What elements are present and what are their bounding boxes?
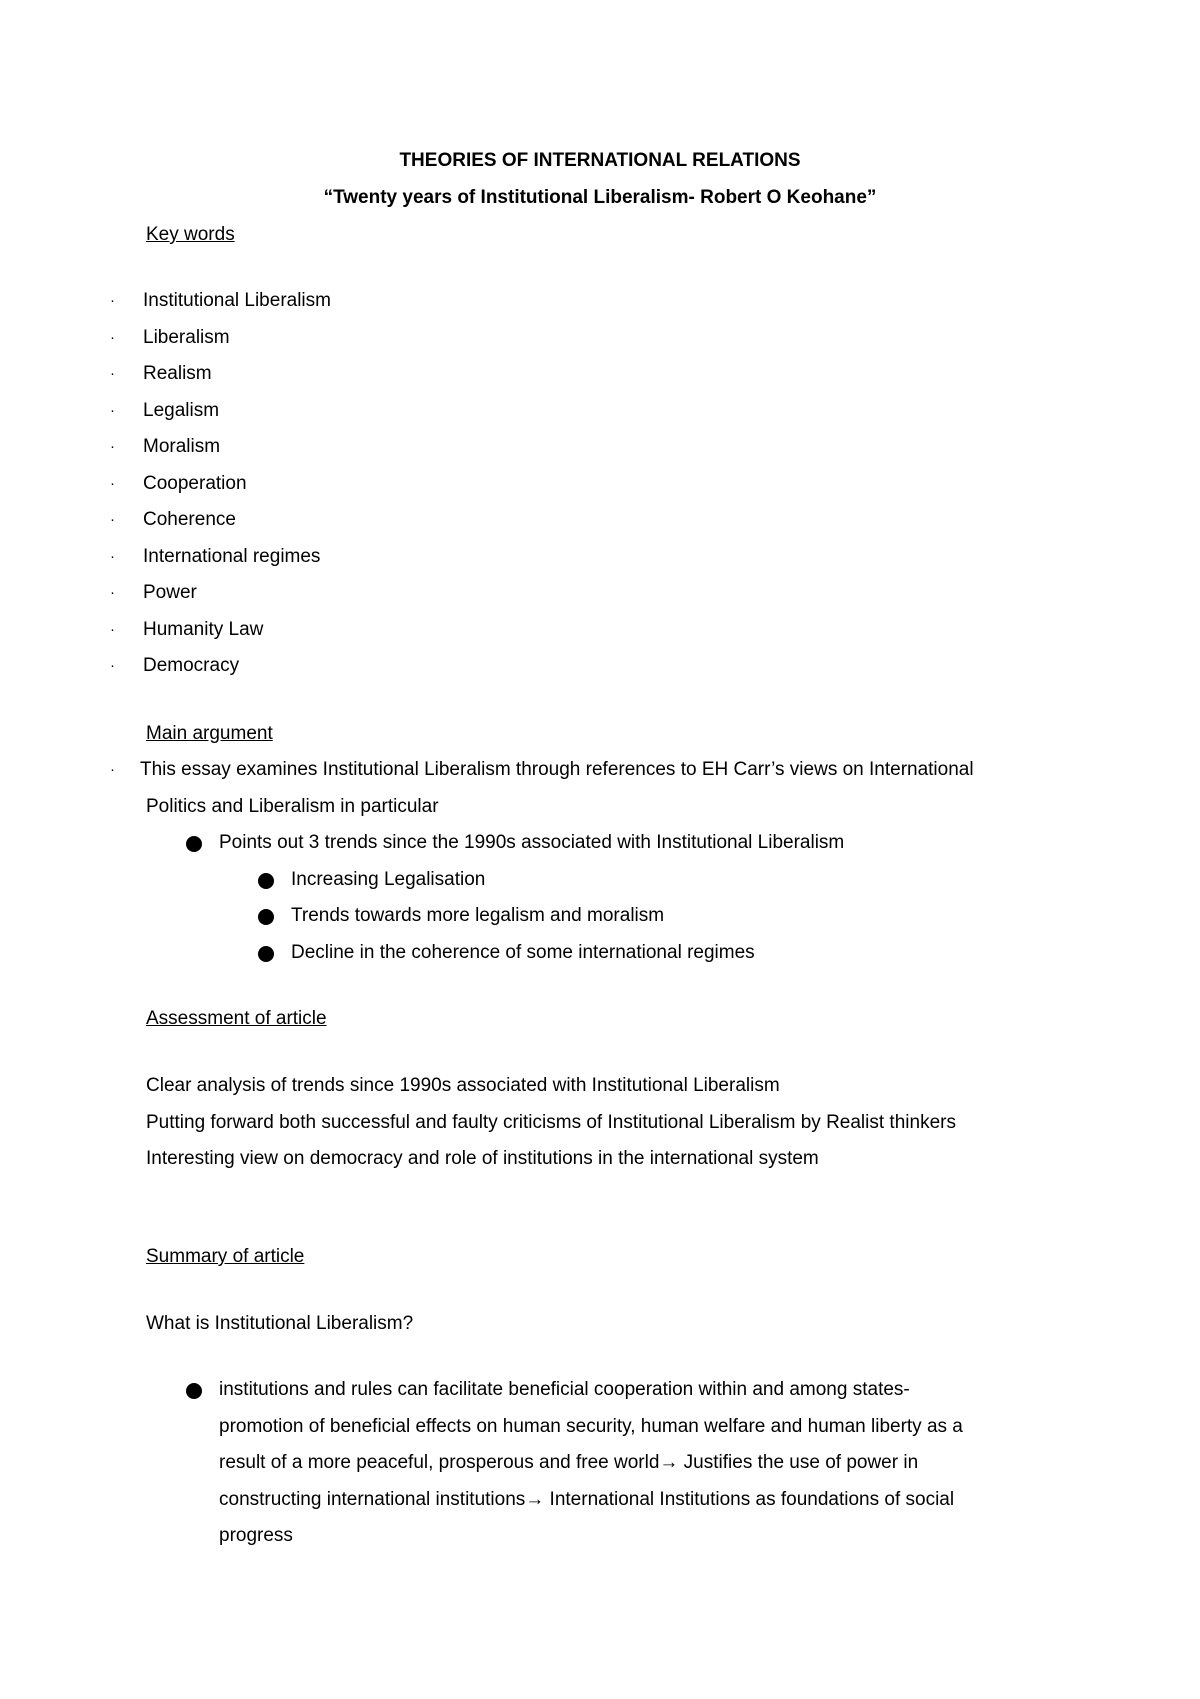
assessment-heading: Assessment of article (146, 1008, 327, 1029)
bullet-disc-icon (258, 909, 274, 925)
summary-heading: Summary of article (146, 1246, 305, 1267)
bullet-icon: · (110, 329, 115, 346)
keyword-label: Legalism (143, 400, 220, 421)
bullet-disc-icon (186, 1383, 202, 1399)
bullet-icon: · (110, 548, 115, 565)
keyword-label: Moralism (143, 436, 221, 457)
main-argument-point: Points out 3 trends since the 1990s associated with Institutional Liberalism (219, 832, 845, 853)
assessment-line: Putting forward both successful and faulty criticisms of Institutional Liberalism by Realist thinkers (146, 1112, 956, 1133)
bullet-icon: · (110, 621, 115, 638)
summary-line: progress (219, 1525, 293, 1546)
keyword-label: Power (143, 582, 197, 603)
bullet-icon: · (110, 292, 115, 309)
keyword-label: Cooperation (143, 473, 247, 494)
summary-line: institutions and rules can facilitate beneficial cooperation within and among states- (219, 1379, 910, 1400)
keyword-label: Liberalism (143, 327, 230, 348)
main-argument-line: Politics and Liberalism in particular (146, 796, 439, 817)
bullet-icon: · (110, 584, 115, 601)
bullet-icon: · (110, 511, 115, 528)
document-subtitle: “Twenty years of Institutional Liberalism- Robert O Keohane” (323, 187, 877, 208)
bullet-icon: · (110, 438, 115, 455)
keyword-label: Humanity Law (143, 619, 264, 640)
bullet-icon: · (110, 475, 115, 492)
keyword-label: Realism (143, 363, 212, 384)
bullet-disc-icon (258, 873, 274, 889)
trend-label: Increasing Legalisation (291, 869, 486, 890)
summary-question: What is Institutional Liberalism? (146, 1313, 414, 1334)
bullet-disc-icon (258, 946, 274, 962)
summary-line: result of a more peaceful, prosperous and free world→ Justifies the use of power in (219, 1452, 919, 1473)
bullet-icon: · (110, 657, 115, 674)
summary-line: constructing international institutions→ International Institutions as foundations of social (219, 1489, 955, 1510)
bullet-icon: · (110, 365, 115, 382)
trend-label: Decline in the coherence of some international regimes (291, 942, 755, 963)
keyword-label: International regimes (143, 546, 321, 567)
main-argument-heading: Main argument (146, 723, 273, 744)
summary-line: promotion of beneficial effects on human security, human welfare and human liberty as a (219, 1416, 963, 1437)
keyword-label: Coherence (143, 509, 236, 530)
bullet-disc-icon (186, 836, 202, 852)
assessment-line: Interesting view on democracy and role of institutions in the international system (146, 1148, 819, 1169)
main-argument-line: This essay examines Institutional Liberalism through references to EH Carr’s views on International (140, 759, 974, 780)
keyword-label: Democracy (143, 655, 240, 676)
keyword-label: Institutional Liberalism (143, 290, 331, 311)
trend-label: Trends towards more legalism and moralism (291, 905, 665, 926)
document-title: THEORIES OF INTERNATIONAL RELATIONS (399, 150, 801, 171)
bullet-icon: · (110, 402, 115, 419)
assessment-line: Clear analysis of trends since 1990s associated with Institutional Liberalism (146, 1075, 780, 1096)
bullet-icon: · (110, 761, 115, 778)
keywords-heading: Key words (146, 224, 235, 245)
